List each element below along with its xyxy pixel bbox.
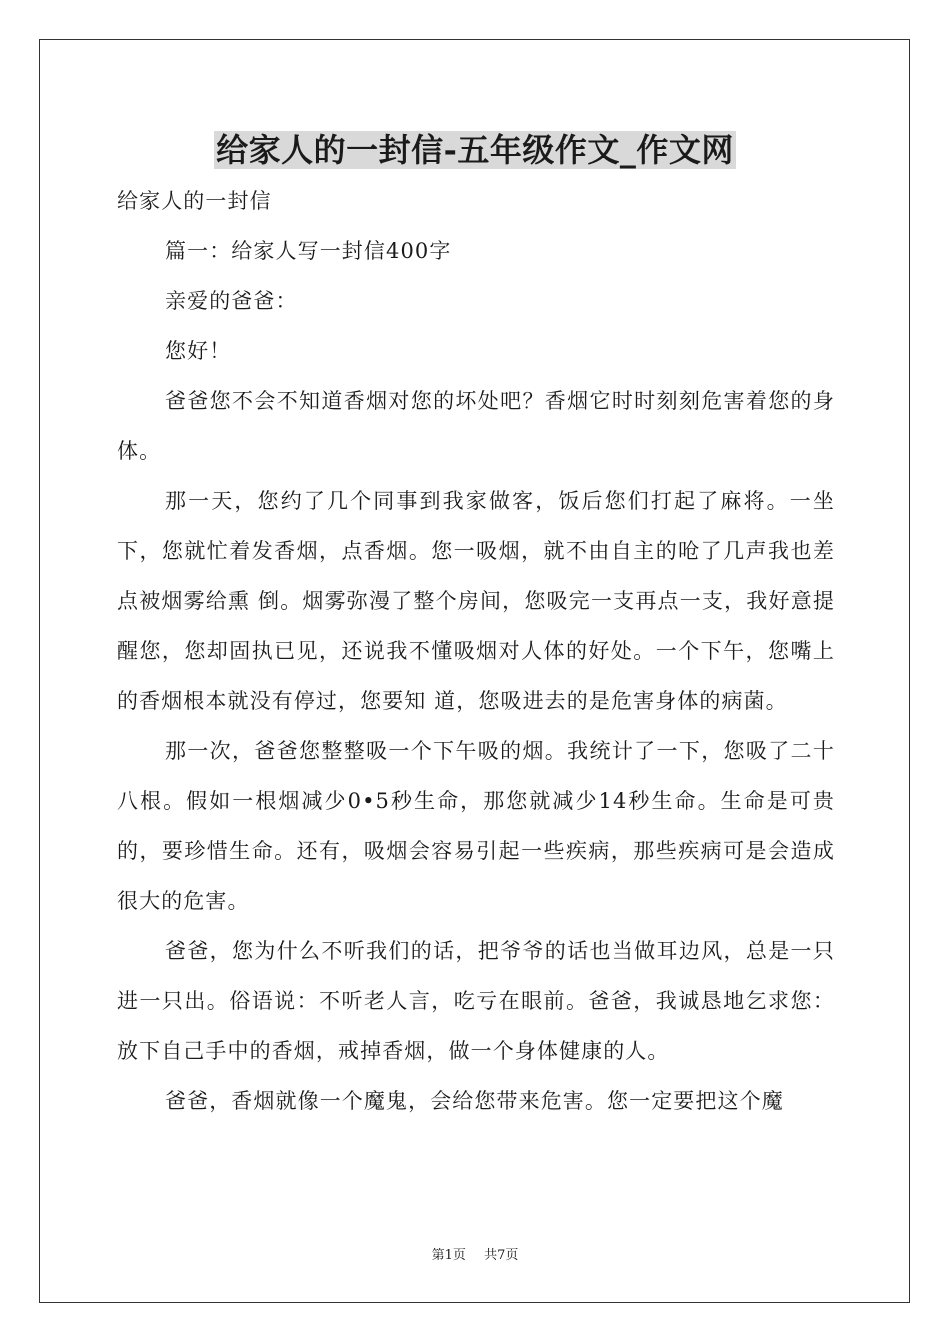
paragraph: 爸爸，您为什么不听我们的话，把爷爷的话也当做耳边风，总是一只进一只出。俗语说：不听老人言，吃亏在眼前。爸爸，我诚恳地乞求您：放下自己手中的香烟，戒掉香烟，做一个身体健康的人。: [117, 939, 835, 1063]
paragraph: 那一次，爸爸您整整吸一个下午吸的烟。我统计了一下，您吸了二十八根。假如一根烟减少0•5秒生命，那您就减少14秒生命。生命是可贵的，要珍惜生命。还有，吸烟会容易引起一些疾病，那些疾病可是会造成很大的危害。: [117, 739, 835, 913]
paragraph: 那一天，您约了几个同事到我家做客，饭后您们打起了麻将。一坐下，您就忙着发香烟，点香烟。您一吸烟，就不由自主的呛了几声我也差点被烟雾给熏 倒。烟雾弥漫了整个房间，您吸完一支再点一支，我好意提醒您，您却固执已见，还说我不懂吸烟对人体的好处。一个下午，您嘴上的香烟根本就没有停过，您要知 道，您吸进去的是危害身体的病菌。: [117, 489, 835, 713]
paragraph: 亲爱的爸爸：: [165, 289, 298, 313]
paragraph: 爸爸您不会不知道香烟对您的坏处吧？香烟它时时刻刻危害着您的身体。: [117, 389, 835, 463]
page-number: 第1页: [431, 1248, 466, 1263]
paragraph: 篇一：给家人写一封信400字: [165, 239, 452, 263]
document-title-text: 给家人的一封信-五年级作文_作文网: [216, 131, 734, 169]
document-title: [0, 128, 950, 172]
page-footer: [0, 1247, 950, 1265]
document-body: [117, 176, 835, 1126]
paragraph: 您好！: [165, 339, 232, 363]
paragraph: 给家人的一封信: [117, 189, 272, 213]
paragraph: 爸爸，香烟就像一个魔鬼，会给您带来危害。您一定要把这个魔: [165, 1089, 784, 1113]
page-total: 共7页: [484, 1248, 519, 1263]
